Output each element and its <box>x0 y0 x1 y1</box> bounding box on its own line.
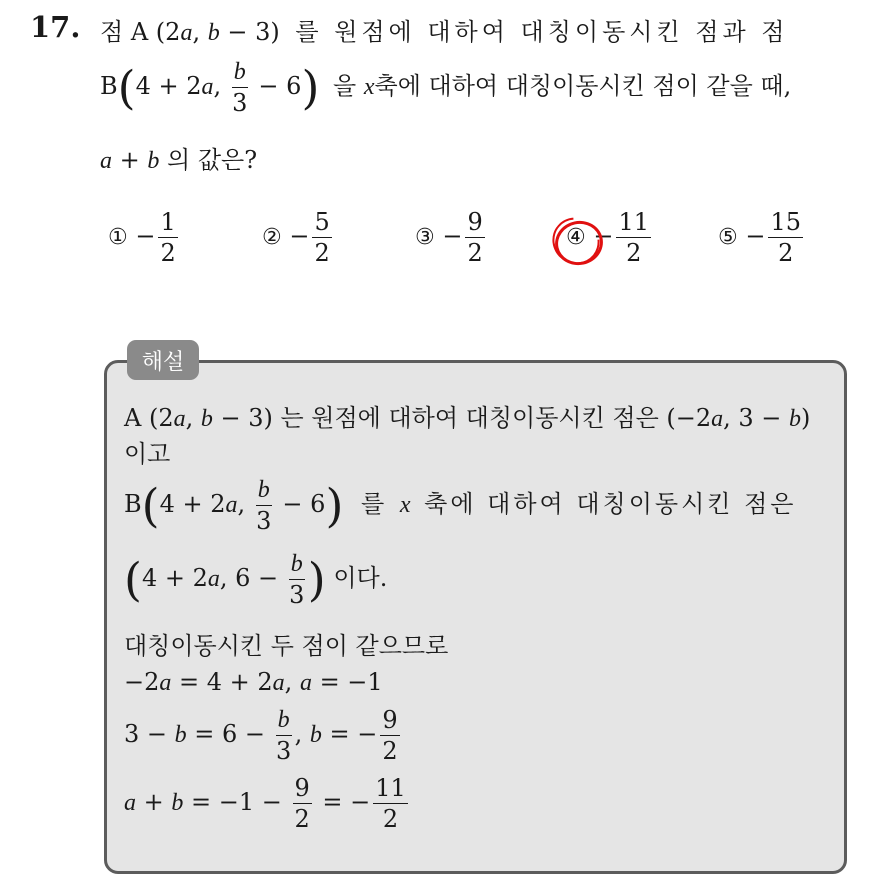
choice-2[interactable]: ② − $\frac{5}{2}$ <box>262 208 330 267</box>
fraction-b-over-3: $\frac{b}{3}$ <box>232 59 248 117</box>
choice-5[interactable]: ⑤ − $\frac{15}{2}$ <box>718 208 802 267</box>
solution-tag: 해설 <box>127 340 199 380</box>
choice-4[interactable]: ④ − $\frac{11}{2}$ <box>566 208 650 267</box>
solution-line-6: −2a = 4 + 2a, a = −1 <box>124 668 383 696</box>
solution-line-5: 대칭이동시킨 두 점이 같으므로 <box>124 632 449 660</box>
question-number: 17. <box>30 10 81 44</box>
solution-line-2: 이고 <box>124 440 171 468</box>
solution-line-8: a + b = −1 − $\frac{9}{2}$ = − $\frac{11}{2}$ <box>124 774 406 833</box>
question-line-3: a + b 의 값은? <box>100 146 258 174</box>
solution-line-3: B(4 + 2a, $\frac{b}{3}$ − 6) 를 x 축에 대하여 대칭이동시킨 점은 <box>124 477 797 535</box>
question-line-2: B(4 + 2a, $\frac{b}{3}$ − 6) 을 x축에 대하여 대칭이동시킨 점이 같을 때, <box>100 59 792 117</box>
solution-line-7: 3 − b = 6 − $\frac{b}{3}$ , b = − $\frac{9}{2}$ <box>124 706 398 765</box>
solution-line-4: (4 + 2a, 6 − $\frac{b}{3}$ ) 이다. <box>124 551 388 609</box>
choice-1[interactable]: ① − $\frac{1}{2}$ <box>108 208 176 267</box>
question-line-1: 점 A (2a, b − 3) 를 원점에 대하여 대칭이동시킨 점과 점 <box>100 18 789 46</box>
solution-line-1: A (2a, b − 3) 는 원점에 대하여 대칭이동시킨 점은 (−2a, 3 − b) <box>124 404 811 432</box>
choice-3[interactable]: ③ − $\frac{9}{2}$ <box>415 208 483 267</box>
